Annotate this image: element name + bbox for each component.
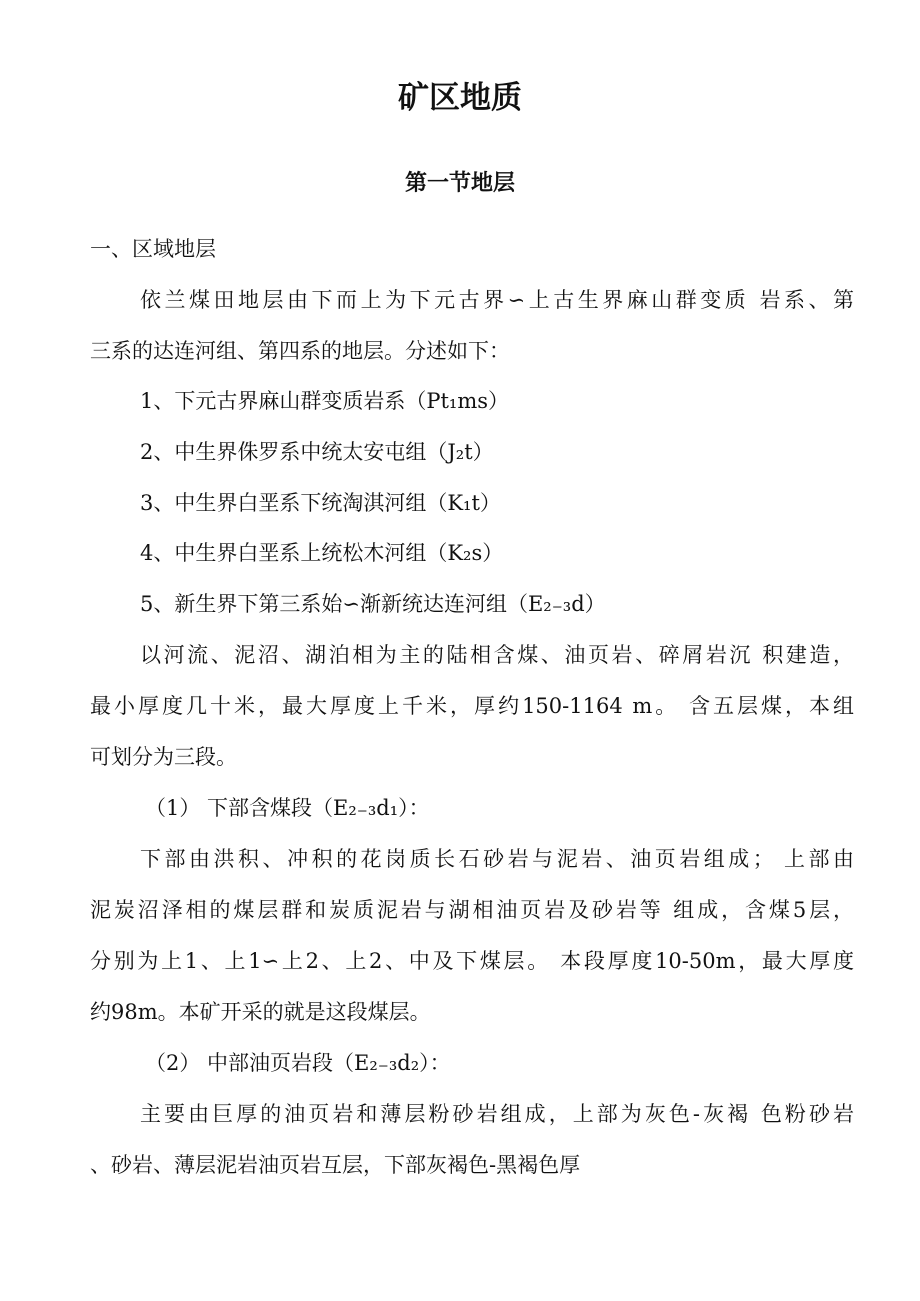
list-item: 4、中生界白垩系上统松木河组（K₂s） (140, 541, 504, 565)
paragraph-line: 约98m。本矿开采的就是这段煤层。 (90, 1000, 431, 1024)
list-item: 5、新生界下第三系始∽渐新统达连河组（E₂₋₃d） (140, 592, 606, 616)
section-heading: 第一节地层 (404, 171, 515, 196)
subsection-heading: （1） 下部含煤段（E₂₋₃d₁）： (145, 796, 430, 820)
paragraph-line: 泥炭沼泽相的煤层群和炭质泥岩与湖相油页岩及砂岩等 组成，含煤5层， (90, 898, 854, 922)
list-item: 2、中生界侏罗系中统太安屯组（J₂t） (140, 440, 494, 464)
list-item: 3、中生界白垩系下统淘淇河组（K₁t） (140, 491, 501, 515)
subsection-heading: （2） 中部油页岩段（E₂₋₃d₂）： (145, 1051, 451, 1075)
paragraph-line: 可划分为三段。 (90, 745, 237, 769)
region-heading: 一、区域地层 (90, 237, 216, 261)
paragraph-line: 最小厚度几十米，最大厚度上千米，厚约150-1164 m。 含五层煤，本组 (90, 694, 854, 718)
paragraph-line: 、砂岩、薄层泥岩油页岩互层，下部灰褐色-黑褐色厚 (90, 1153, 581, 1177)
paragraph-line: 主要由巨厚的油页岩和薄层粉砂岩组成，上部为灰色-灰褐 色粉砂岩 (140, 1102, 854, 1126)
paragraph-line: 下部由洪积、冲积的花岗质长石砂岩与泥岩、油页岩组成； 上部由 (140, 847, 854, 871)
paragraph-line: 以河流、泥沼、湖泊相为主的陆相含煤、油页岩、碎屑岩沉 积建造， (140, 643, 854, 667)
list-item: 1、下元古界麻山群变质岩系（Pt₁ms） (140, 389, 510, 413)
page-title: 矿区地质 (398, 80, 522, 116)
paragraph-line: 三系的达连河组、第四系的地层。分述如下： (90, 339, 510, 363)
paragraph-line: 分别为上1、上1∽上2、上2、中及下煤层。 本段厚度10-50m，最大厚度 (90, 949, 854, 973)
paragraph-line: 依兰煤田地层由下而上为下元古界∽上古生界麻山群变质 岩系、第 (140, 288, 854, 312)
